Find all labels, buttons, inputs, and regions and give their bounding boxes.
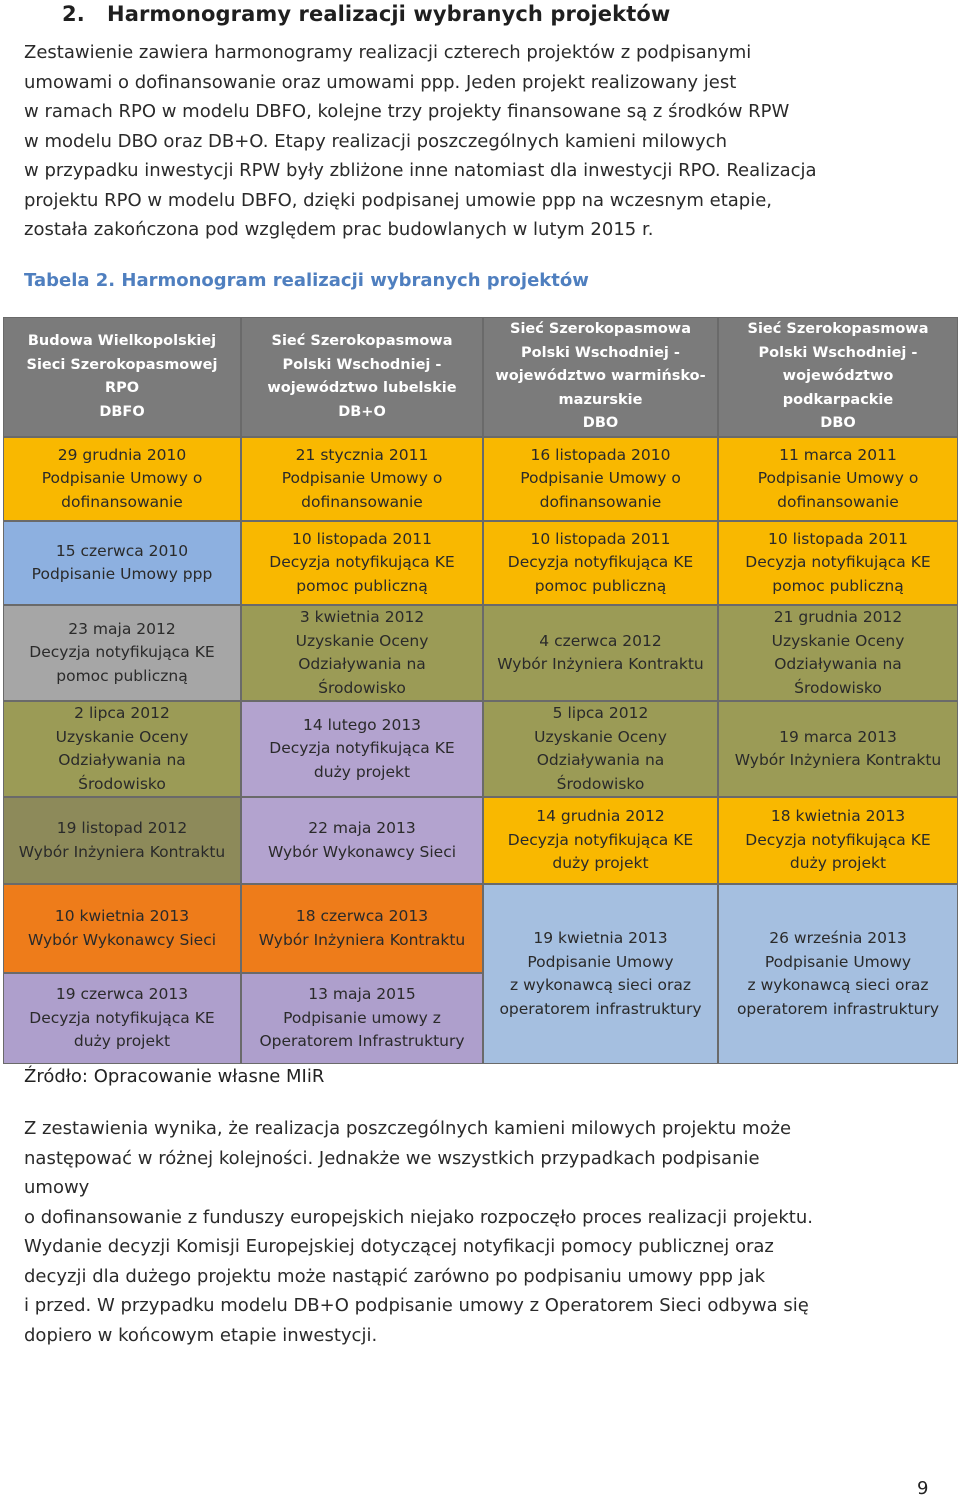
table-header-cell — [241, 317, 483, 437]
closing-paragraph — [24, 1114, 932, 1350]
table-cell-line: dofinansowanie — [61, 492, 183, 511]
table-cell-line: 4 czerwca 2012 — [539, 631, 662, 650]
table-cell — [718, 701, 958, 797]
table-cell-line: Uzyskanie Oceny — [534, 727, 667, 746]
table-cell — [3, 605, 241, 701]
closing-line: decyzji dla dużego projektu może nastąpić zarówno po podpisaniu umowy ppp jak — [24, 1265, 766, 1287]
table-cell — [241, 701, 483, 797]
table-cell-line: z wykonawcą sieci oraz — [510, 976, 691, 994]
table-cell-line: Wybór Wykonawcy Sieci — [27, 930, 217, 949]
source-note: Źródło: Opracowanie własne MIiR — [24, 1066, 325, 1087]
table-cell-line: Budowa Wielkopolskiej — [27, 333, 217, 349]
table-cell-line: 2 lipca 2012 — [74, 704, 170, 722]
intro-line: projektu RPO w modelu DBFO, dzięki podpisanej umowie ppp na wczesnym etapie, — [24, 189, 773, 211]
table-cell — [483, 701, 718, 797]
table-cell-line: 19 czerwca 2013 — [55, 985, 189, 1004]
table-cell-line: operatorem infrastruktury — [499, 999, 702, 1018]
table-cell-line: duży projekt — [552, 854, 649, 873]
table-cell-line: Wybór Inżyniera Kontraktu — [497, 655, 704, 673]
table-cell-line: pomoc publiczną — [772, 576, 904, 595]
table-cell — [483, 437, 718, 521]
table-cell-line: pomoc publiczną — [56, 666, 188, 685]
table-cell-line: 29 grudnia 2010 — [57, 445, 187, 464]
table-cell-line: Sieć Szerokopasmowa — [747, 321, 929, 338]
table-cell-line: 15 czerwca 2010 — [55, 541, 189, 560]
table-cell-line: 21 stycznia 2011 — [295, 445, 429, 464]
table-cell-line: Sieci Szerokopasmowej — [26, 356, 218, 373]
table-cell-line: 21 grudnia 2012 — [773, 608, 903, 626]
table-cell-line: 3 kwietnia 2012 — [299, 608, 425, 626]
table-cell-line: 19 kwietnia 2013 — [533, 929, 668, 947]
table-cell-line: Wybór Inżyniera Kontraktu — [734, 751, 942, 769]
table-cell-line: Polski Wschodniej - — [521, 344, 680, 361]
table-cell-line: DBO — [820, 415, 856, 432]
table-cell-line: Polski Wschodniej - — [758, 344, 918, 361]
table-cell-line: DBO — [582, 415, 619, 432]
table-cell-line: Decyzja notyfikująca KE — [269, 553, 455, 572]
table-cell — [241, 884, 483, 973]
table-cell — [241, 521, 483, 605]
table-cell — [3, 701, 241, 797]
table-cell-line: 13 maja 2015 — [308, 985, 416, 1004]
table-cell-line: 10 listopada 2011 — [292, 529, 432, 548]
table-cell-line: dofinansowanie — [777, 492, 899, 511]
table-cell-line: DB+O — [338, 403, 386, 420]
table-cell-line: Podpisanie Umowy o — [520, 469, 681, 488]
closing-line: umowy — [24, 1177, 90, 1198]
table-cell — [3, 437, 241, 521]
table-cell — [241, 973, 483, 1064]
table-cell-line: duży projekt — [313, 762, 411, 781]
table-cell-line: 16 listopada 2010 — [530, 445, 671, 464]
table-cell-line: Środowisko — [78, 774, 166, 793]
table-cell — [483, 605, 718, 701]
closing-line: Wydanie decyzji Komisji Europejskiej dotyczącej notyfikacji pomocy publicznej oraz — [24, 1236, 774, 1257]
table-cell — [241, 797, 483, 884]
table-cell-line: 10 kwietnia 2013 — [54, 907, 190, 925]
table-cell — [241, 605, 483, 701]
table-cell — [3, 521, 241, 605]
table-cell-line: 14 lutego 2013 — [302, 715, 422, 734]
intro-line: Zestawienie zawiera harmonogramy realizacji czterech projektów z podpisanymi — [24, 42, 752, 63]
table-cell-line: Polski Wschodniej - — [282, 356, 442, 373]
table-cell-line: Sieć Szerokopasmowa — [271, 333, 453, 349]
table-cell — [483, 797, 718, 884]
table-cell — [3, 797, 241, 884]
table-cell-line: 19 listopad 2012 — [56, 819, 188, 837]
table-cell-line: pomoc publiczną — [296, 576, 428, 595]
closing-line: o dofinansowanie z funduszy europejskich niejako rozpoczęło proces realizacji projektu. — [24, 1206, 813, 1228]
table-cell — [718, 437, 958, 521]
table-cell-line: Decyzja notyfikująca KE — [745, 553, 931, 572]
table-cell — [718, 884, 958, 1064]
table-cell-line: podkarpackie — [782, 391, 894, 408]
table-cell-line: Podpisanie Umowy — [527, 952, 674, 971]
table-cell-line: 18 kwietnia 2013 — [770, 807, 906, 826]
table-cell — [241, 437, 483, 521]
table-cell-line: Podpisanie Umowy o — [41, 469, 203, 488]
table-cell-line: 10 listopada 2011 — [768, 529, 908, 548]
table-cell-line: operatorem infrastruktury — [736, 999, 940, 1018]
table-cell — [483, 521, 718, 605]
intro-line: w przypadku inwestycji RPW były zbliżone inne natomiast dla inwestycji RPO. Realizacja — [24, 160, 817, 181]
table-cell-line: 14 grudnia 2012 — [536, 807, 665, 826]
table-cell-line: Podpisanie Umowy — [764, 952, 912, 971]
closing-line: i przed. W przypadku modelu DB+O podpisanie umowy z Operatorem Sieci odbywa się — [24, 1295, 809, 1316]
table-cell-line: Decyzja notyfikująca KE — [29, 643, 215, 662]
table-cell-line: 19 marca 2013 — [779, 727, 897, 746]
table-cell-line: Decyzja notyfikująca KE — [269, 739, 455, 758]
table-cell-line: duży projekt — [789, 854, 887, 873]
table-cell-line: Decyzja notyfikująca KE — [29, 1008, 215, 1027]
table-cell-line: Uzyskanie Oceny — [55, 727, 189, 746]
table-cell-line: 26 września 2013 — [769, 929, 907, 947]
table-cell-line: Odziaływania na — [58, 751, 186, 769]
table-cell-line: Środowisko — [318, 678, 406, 697]
table-cell-line: Podpisanie Umowy ppp — [31, 565, 213, 583]
table-cell-line: Podpisanie Umowy o — [281, 469, 443, 488]
table-cell-line: RPO — [104, 380, 140, 396]
table-cell-line: dofinansowanie — [539, 492, 662, 511]
table-cell-line: Środowisko — [794, 678, 882, 697]
table-cell-line: 23 maja 2012 — [68, 619, 176, 638]
table-cell-line: Decyzja notyfikująca KE — [507, 830, 694, 849]
intro-paragraph — [24, 38, 932, 245]
table-cell-line: Decyzja notyfikująca KE — [745, 830, 931, 849]
closing-line: dopiero w końcowym etapie inwestycji. — [24, 1324, 378, 1346]
table-cell-line: Podpisanie Umowy o — [757, 469, 919, 488]
table-cell-line: Wybór Inżyniera Kontraktu — [18, 842, 226, 861]
table-cell-line: województwo lubelskie — [267, 380, 457, 396]
table-cell-line: Wybór Wykonawcy Sieci — [267, 842, 457, 861]
table-cell-line: 18 czerwca 2013 — [295, 907, 429, 925]
intro-line: została zakończona pod względem prac budowlanych w lutym 2015 r. — [24, 219, 654, 240]
table-caption: Tabela 2. Harmonogram realizacji wybranych projektów — [24, 270, 589, 291]
table-cell-line: Decyzja notyfikująca KE — [507, 553, 694, 572]
table-cell — [718, 797, 958, 884]
table-header-cell — [483, 317, 718, 437]
table-cell-line: pomoc publiczną — [534, 576, 667, 595]
intro-line: w ramach RPO w modelu DBFO, kolejne trzy projekty finansowane są z środków RPW — [24, 101, 790, 122]
table-cell-line: Uzyskanie Oceny — [771, 631, 905, 650]
closing-line: Z zestawienia wynika, że realizacja poszczególnych kamieni milowych projektu może — [24, 1118, 792, 1139]
intro-line: w modelu DBO oraz DB+O. Etapy realizacji poszczególnych kamieni milowych — [24, 130, 727, 152]
table-header-cell — [718, 317, 958, 437]
table-cell-line: 10 listopada 2011 — [530, 529, 671, 548]
table-cell-line: Operatorem Infrastruktury — [259, 1032, 465, 1051]
table-cell-line: 22 maja 2013 — [308, 819, 416, 837]
table-cell-line: DBFO — [99, 403, 145, 420]
table-cell-line: województwo warmińsko- — [495, 368, 706, 385]
table-cell — [483, 884, 718, 1064]
table-cell-line: Odziaływania na — [536, 751, 665, 769]
table-cell-line: mazurskie — [558, 391, 643, 408]
closing-line: następować w różnej kolejności. Jednakże we wszystkich przypadkach podpisanie — [24, 1147, 760, 1169]
table-cell — [718, 521, 958, 605]
intro-line: umowami o dofinansowanie oraz umowami ppp. Jeden projekt realizowany jest — [24, 71, 737, 93]
section-heading: 2. Harmonogramy realizacji wybranych projektów — [62, 2, 671, 26]
table-cell-line: Uzyskanie Oceny — [295, 631, 429, 650]
table-cell-line: Odziaływania na — [774, 655, 902, 673]
page-number: 9 — [917, 1478, 929, 1499]
table-cell-line: 5 lipca 2012 — [552, 704, 649, 722]
table-cell-line: Wybór Inżyniera Kontraktu — [258, 930, 466, 949]
table-cell-line: 11 marca 2011 — [779, 445, 897, 464]
table-cell-line: Sieć Szerokopasmowa — [510, 321, 691, 338]
table-cell — [3, 973, 241, 1064]
table-cell-line: z wykonawcą sieci oraz — [747, 976, 929, 994]
table-cell-line: Odziaływania na — [298, 655, 426, 673]
table-header-cell — [3, 317, 241, 437]
table-cell — [718, 605, 958, 701]
table-cell-line: województwo — [782, 368, 894, 385]
table-cell-line: Podpisanie umowy z — [283, 1008, 441, 1027]
table-cell — [3, 884, 241, 973]
table-cell-line: dofinansowanie — [301, 492, 423, 511]
table-cell-line: duży projekt — [73, 1032, 171, 1051]
table-cell-line: Środowisko — [556, 774, 645, 793]
